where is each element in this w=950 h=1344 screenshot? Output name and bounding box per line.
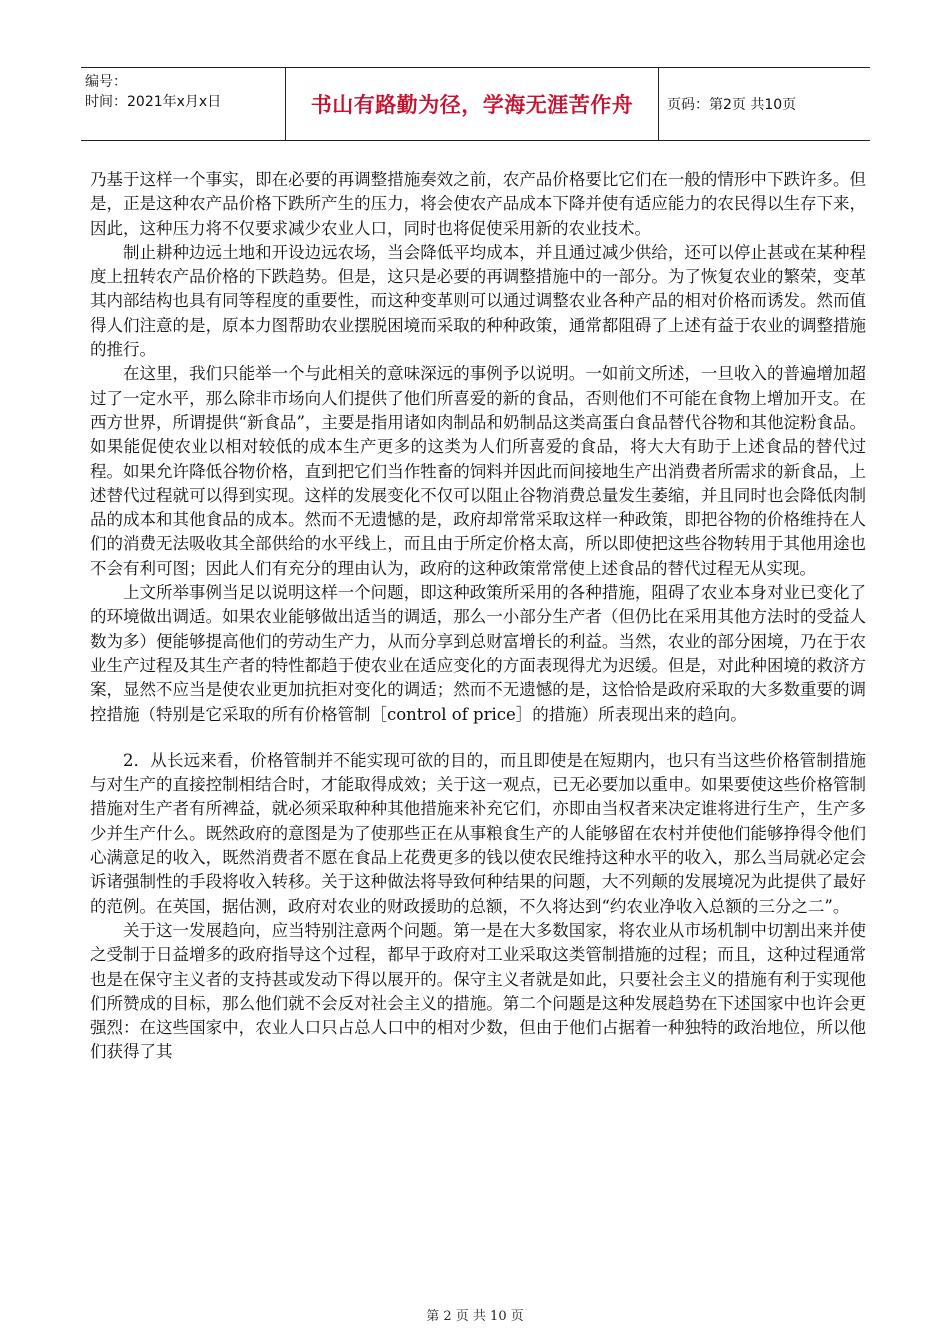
paragraph: 在这里，我们只能举一个与此相关的意味深远的事例予以说明。一如前文所述，一旦收入的普遍增加超过了一定水平，那么除非市场向人们提供了他们所喜爱的新的食品，否则他们不可能在食物上增加开支。在西方世界，所谓提供“新食品”，主要是指用诸如肉制品和奶制品这类高蛋白食品替代谷物和其他淀粉食品。如果能促使农业以相对较低的成本生产更多的这类为人们所喜爱的食品，将大大有助于上述食品的替代过程。如果允许降低谷物价格，直到把它们当作牲畜的饲料并因此而间接地生产出消费者所需求的新食品，上述替代过程就可以得到实现。这样的发展变化不仅可以阻止谷物消费总量发生萎缩，并且同时也会降低肉制品的成本和其他食品的成本。然而不无遗憾的是，政府却常常采取这样一种政策，即把谷物的价格维持在人们的消费无法吸收其全部供给的水平线上，而且由于所定价格太高，所以即使把这些谷物转用于其他用途也不会有利可图；因此人们有充分的理由认为，政府的这种政策常常使上述食品的替代过程无从实现。 (90, 364, 866, 578)
header-page-cell (659, 68, 870, 140)
header-page-label: 页码：第2页 共10页 (667, 97, 797, 113)
paragraph: 2．从长远来看，价格管制并不能实现可欲的目的，而且即使是在短期内，也只有当这些价格管制措施与对生产的直接控制相结合时，才能取得成效；关于这一观点，已无必要加以重申。如果要使这些价格管制措施对生产者有所裨益，就必须采取种种其他措施来补充它们，亦即由当权者来决定谁将进行生产，生产多少并生产什么。既然政府的意图是为了使那些正在从事粮食生产的人能够留在农村并使他们能够挣得令他们心满意足的收入，既然消费者不愿在食品上花费更多的钱以使农民维持这种水平的收入，那么当局就必定会诉诸强制性的手段将收入转移。关于这种做法将导致何种结果的问题，大不列颠的发展境况为此提供了最好的范例。在英国，据估测，政府对农业的财政援助的总额，不久将达到“约农业净收入总额的三分之二”。 (90, 750, 866, 916)
paragraph: 制止耕种边远土地和开设边远农场，当会降低平均成本，并且通过减少供给，还可以停止甚或在某种程度上扭转农产品价格的下跌趋势。但是，这只是必要的再调整措施中的一部分。为了恢复农业的繁荣，变革其内部结构也具有同等程度的重要性，而这种变革则可以通过调整农业各种产品的相对价格而诱发。然而值得人们注意的是，原本力图帮助农业摆脱困境而采取的种种政策，通常都阻碍了上述有益于农业的调整措施的推行。 (90, 242, 866, 360)
paragraph: 关于这一发展趋向，应当特别注意两个问题。第一是在大多数国家，将农业从市场机制中切割出来并使之受制于日益增多的政府指导这个过程，都早于政府对工业采取这类管制措施的过程；而且，这种过程通常也是在保守主义者的支持甚或发动下得以展开的。保守主义者就是如此，只要社会主义的措施有利于实现他们所赞成的目标，那么他们就不会反对社会主义的措施。第二个问题是这种发展趋势在下述国家中也许会更强烈：在这些国家中，农业人口只占总人口中的相对少数，但由于他们占据着一种独特的政治地位，所以他们获得了其 (90, 920, 866, 1062)
header-motto: 书山有路勤为径，学海无涯苦作舟 (310, 93, 634, 117)
header-motto-cell (286, 68, 659, 140)
document-header (81, 67, 870, 141)
paragraph: 乃基于这样一个事实，即在必要的再调整措施奏效之前，农产品价格要比它们在一般的情形中下跌许多。但是，正是这种农产品价格下跌所产生的压力，将会使农产品成本下降并使有适应能力的农民得以生存下来，因此，这种压力将不仅要求减少农业人口，同时也将促使采用新的农业技术。 (90, 170, 866, 238)
header-meta (81, 68, 286, 140)
paragraph-gap (90, 727, 866, 749)
page-footer: 第 2 页 共 10 页 (426, 1309, 524, 1324)
document-body (90, 168, 866, 1065)
paragraph: 上文所举事例当足以说明这样一个问题，即这种政策所采用的各种措施，阻碍了农业本身对业已变化了的环境做出调适。如果农业能够做出适当的调适，那么一小部分生产者（但仍比在采用其他方法时的受益人数为多）便能够提高他们的劳动生产力，从而分享到总财富增长的利益。当然，农业的部分困境，乃在于农业生产过程及其生产者的特性都趋于使农业在适应变化的方面表现得尤为迟缓。但是，对此种困境的救济方案，显然不应当是使农业更加抗拒对变化的调适；然而不无遗憾的是，这恰恰是政府采取的大多数重要的调控措施（特别是它采取的所有价格管制［control of price］的措施）所表现出来的趋向。 (90, 583, 866, 724)
header-time-label: 时间：2021年x月x日 (85, 94, 222, 110)
header-number-label: 编号： (85, 74, 127, 90)
